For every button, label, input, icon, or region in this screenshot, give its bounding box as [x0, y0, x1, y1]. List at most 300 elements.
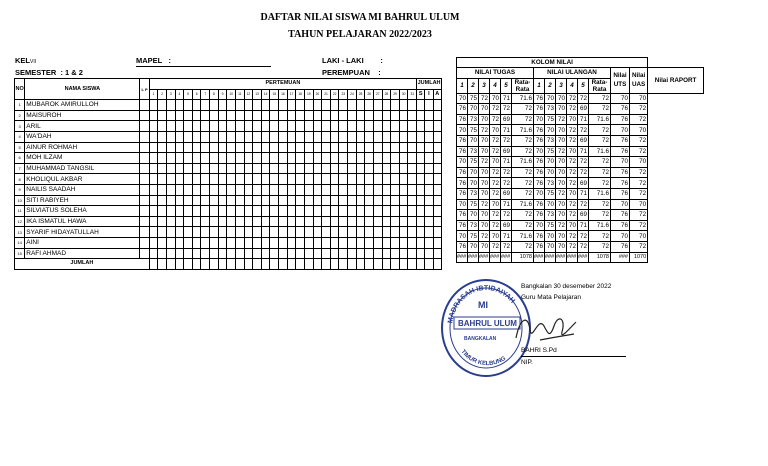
attendance-cell	[149, 110, 158, 121]
attendance-cell	[192, 216, 201, 227]
grade-cell: 72	[501, 241, 512, 252]
attendance-cell	[296, 110, 305, 121]
table-row	[15, 153, 442, 164]
attendance-cell	[218, 216, 227, 227]
attendance-cell	[201, 174, 210, 185]
ulangan-number-header: 2	[545, 78, 556, 93]
attendance-cell	[356, 227, 365, 238]
attendance-cell	[408, 121, 417, 132]
attendance-cell	[218, 100, 227, 111]
attendance-cell	[339, 110, 348, 121]
attendance-cell	[175, 227, 184, 238]
attendance-cell	[175, 163, 184, 174]
attendance-cell	[304, 216, 313, 227]
meeting-number: 31	[408, 89, 417, 100]
attendance-cell	[235, 248, 244, 259]
row-number: 4	[15, 131, 25, 142]
attendance-cell	[175, 237, 184, 248]
attendance-cell	[408, 174, 417, 185]
attendance-cell	[330, 206, 339, 217]
grades-total-row	[457, 252, 704, 263]
attendance-cell	[279, 237, 288, 248]
grade-cell: 75	[468, 231, 479, 242]
grade-cell: 70	[479, 178, 490, 189]
grade-cell: 72	[490, 104, 501, 115]
attendance-cell	[279, 142, 288, 153]
grade-cell: 70	[556, 125, 567, 136]
grade-cell: 72	[479, 125, 490, 136]
attendance-cell	[330, 248, 339, 259]
attendance-cell	[201, 248, 210, 259]
grade-cell: 70	[556, 93, 567, 104]
table-row	[15, 131, 442, 142]
attendance-cell	[296, 259, 305, 270]
nilai-ulangan-header: NILAI ULANGAN	[534, 68, 611, 79]
grade-cell: 70	[630, 199, 648, 210]
attendance-cell	[425, 237, 433, 248]
grade-cell: 70	[567, 220, 578, 231]
grade-cell: 70	[468, 178, 479, 189]
grade-cell: 72	[512, 241, 534, 252]
attendance-cell	[356, 163, 365, 174]
attendance-cell	[210, 259, 219, 270]
attendance-cell	[227, 259, 236, 270]
attendance-cell	[270, 216, 279, 227]
attendance-cell	[201, 237, 210, 248]
attendance-cell	[140, 142, 149, 153]
attendance-cell	[158, 195, 167, 206]
attendance-cell	[304, 174, 313, 185]
meeting-number: 19	[304, 89, 313, 100]
grade-cell: 70	[556, 104, 567, 115]
grade-cell: 72	[589, 125, 611, 136]
attendance-cell	[382, 227, 391, 238]
grade-cell: 72	[490, 167, 501, 178]
attendance-cell	[382, 174, 391, 185]
attendance-cell	[322, 237, 331, 248]
attendance-cell	[192, 131, 201, 142]
grade-cell: 72	[567, 104, 578, 115]
attendance-cell	[296, 184, 305, 195]
row-number: 8	[15, 174, 25, 185]
grade-cell: 72	[589, 104, 611, 115]
table-row	[15, 248, 442, 259]
attendance-cell	[244, 174, 253, 185]
attendance-cell	[373, 153, 382, 164]
grade-cell: 71	[501, 125, 512, 136]
attendance-cell	[201, 163, 210, 174]
grade-cell: 72	[630, 220, 648, 231]
meeting-number: 18	[296, 89, 305, 100]
attendance-cell	[261, 216, 270, 227]
attendance-cell	[433, 153, 441, 164]
grade-cell: 76	[534, 167, 545, 178]
attendance-cell	[201, 110, 210, 121]
attendance-cell	[425, 248, 433, 259]
attendance-cell	[313, 153, 322, 164]
perempuan-label: PEREMPUAN :	[322, 68, 381, 77]
attendance-cell	[149, 237, 158, 248]
attendance-cell	[287, 121, 296, 132]
meeting-number: 29	[391, 89, 400, 100]
attendance-cell	[253, 110, 262, 121]
grade-cell: 70	[479, 114, 490, 125]
grade-cell: 70	[556, 199, 567, 210]
attendance-cell	[201, 121, 210, 132]
table-row	[457, 199, 704, 210]
grade-cell: 76	[534, 178, 545, 189]
attendance-cell	[322, 142, 331, 153]
attendance-cell	[279, 174, 288, 185]
grade-cell: 72	[630, 241, 648, 252]
attendance-cell	[391, 227, 400, 238]
attendance-cell	[210, 100, 219, 111]
raport-header: Nilai RAPORT	[648, 68, 704, 94]
jumlah-footer-label: JUMLAH	[15, 259, 150, 270]
signature-place-date: Bangkalan 30 desemeber 2022	[521, 283, 612, 290]
attendance-cell	[218, 110, 227, 121]
attendance-cell	[192, 100, 201, 111]
attendance-cell	[433, 174, 441, 185]
attendance-cell	[365, 110, 374, 121]
attendance-cell	[253, 121, 262, 132]
student-name: WA'DAH	[25, 131, 140, 142]
grade-cell: 70	[567, 188, 578, 199]
attendance-cell	[270, 248, 279, 259]
attendance-cell	[201, 131, 210, 142]
attendance-cell	[339, 174, 348, 185]
attendance-cell	[399, 100, 408, 111]
student-name: AINI	[25, 237, 140, 248]
grade-cell: 76	[457, 167, 468, 178]
attendance-cell	[296, 206, 305, 217]
grade-cell: 69	[578, 135, 589, 146]
row-number: 9	[15, 184, 25, 195]
attendance-cell	[382, 248, 391, 259]
row-number: 1	[15, 100, 25, 111]
attendance-cell	[140, 163, 149, 174]
attendance-cell	[313, 131, 322, 142]
student-name: MAISUROH	[25, 110, 140, 121]
attendance-cell	[261, 237, 270, 248]
attendance-cell	[382, 216, 391, 227]
grade-cell: 71	[501, 199, 512, 210]
attendance-cell	[149, 184, 158, 195]
grade-cell: 76	[611, 220, 630, 231]
table-row	[457, 104, 704, 115]
grade-total-cell: 1078	[589, 252, 611, 263]
attendance-cell	[348, 100, 357, 111]
attendance-cell	[356, 248, 365, 259]
attendance-cell	[408, 163, 417, 174]
attendance-cell	[270, 237, 279, 248]
attendance-cell	[235, 163, 244, 174]
attendance-cell	[192, 259, 201, 270]
attendance-cell	[210, 195, 219, 206]
ulangan-number-header: 3	[556, 78, 567, 93]
attendance-cell	[287, 100, 296, 111]
signature-role: Guru Mata Pelajaran	[521, 294, 581, 301]
grade-cell: 76	[611, 178, 630, 189]
attendance-cell	[270, 110, 279, 121]
attendance-cell	[348, 248, 357, 259]
attendance-cell	[304, 131, 313, 142]
attendance-cell	[433, 237, 441, 248]
attendance-cell	[244, 237, 253, 248]
signature-nip: NIP.	[521, 359, 533, 366]
attendance-cell	[399, 216, 408, 227]
student-name: MUBAROK AMIRULLOH	[25, 100, 140, 111]
attendance-cell	[304, 248, 313, 259]
attendance-cell	[218, 184, 227, 195]
attendance-cell	[253, 174, 262, 185]
attendance-cell	[261, 142, 270, 153]
attendance-cell	[313, 248, 322, 259]
grade-cell: 76	[457, 210, 468, 221]
grade-cell: 72	[567, 135, 578, 146]
table-row	[457, 210, 704, 221]
attendance-cell	[322, 153, 331, 164]
row-number: 11	[15, 206, 25, 217]
grade-cell: 69	[578, 210, 589, 221]
attendance-cell	[348, 121, 357, 132]
attendance-cell	[348, 142, 357, 153]
attendance-cell	[373, 248, 382, 259]
attendance-cell	[399, 131, 408, 142]
attendance-cell	[399, 121, 408, 132]
attendance-cell	[330, 174, 339, 185]
grade-cell: 72	[501, 210, 512, 221]
grade-cell: 71	[501, 157, 512, 168]
grade-total-cell: ###	[490, 252, 501, 263]
attendance-cell	[287, 227, 296, 238]
grade-cell: 76	[534, 231, 545, 242]
attendance-cell	[296, 227, 305, 238]
attendance-cell	[348, 227, 357, 238]
attendance-cell	[433, 142, 441, 153]
attendance-cell	[408, 100, 417, 111]
mapel-underline	[136, 66, 271, 67]
attendance-cell	[261, 131, 270, 142]
attendance-cell	[210, 110, 219, 121]
attendance-cell	[373, 184, 382, 195]
grade-cell: 72	[567, 157, 578, 168]
attendance-cell	[227, 163, 236, 174]
attendance-cell	[373, 163, 382, 174]
attendance-cell	[166, 142, 175, 153]
attendance-cell	[201, 216, 210, 227]
attendance-cell	[348, 237, 357, 248]
attendance-cell	[425, 206, 433, 217]
attendance-cell	[140, 184, 149, 195]
grade-cell: 76	[611, 167, 630, 178]
attendance-cell	[184, 142, 193, 153]
grade-cell: 71.6	[589, 220, 611, 231]
grade-cell: 72	[578, 93, 589, 104]
grade-cell: 70	[468, 135, 479, 146]
attendance-cell	[201, 206, 210, 217]
grade-cell: 71	[578, 146, 589, 157]
attendance-cell	[279, 121, 288, 132]
table-row	[15, 195, 442, 206]
attendance-cell	[253, 216, 262, 227]
grade-cell: 72	[567, 231, 578, 242]
grade-cell: 70	[567, 146, 578, 157]
attendance-cell	[322, 163, 331, 174]
attendance-cell	[399, 163, 408, 174]
attendance-cell	[184, 206, 193, 217]
attendance-cell	[235, 227, 244, 238]
grade-cell: 76	[457, 146, 468, 157]
grade-cell: 70	[556, 210, 567, 221]
attendance-cell	[322, 121, 331, 132]
grade-cell: 72	[479, 93, 490, 104]
attendance-cell	[330, 110, 339, 121]
attendance-cell	[365, 259, 374, 270]
ulangan-number-header: 1	[534, 78, 545, 93]
attendance-cell	[373, 142, 382, 153]
grade-cell: 71.6	[512, 231, 534, 242]
attendance-cell	[270, 227, 279, 238]
attendance-cell	[140, 227, 149, 238]
attendance-cell	[356, 153, 365, 164]
attendance-cell	[425, 163, 433, 174]
meeting-number: 30	[399, 89, 408, 100]
attendance-cell	[391, 248, 400, 259]
attendance-cell	[373, 237, 382, 248]
attendance-cell	[244, 142, 253, 153]
attendance-cell	[373, 206, 382, 217]
attendance-cell	[244, 153, 253, 164]
attendance-cell	[270, 174, 279, 185]
attendance-cell	[261, 206, 270, 217]
row-number: 2	[15, 110, 25, 121]
attendance-cell	[339, 259, 348, 270]
grade-cell: 76	[457, 178, 468, 189]
grade-cell: 73	[545, 178, 556, 189]
grade-cell: 76	[457, 220, 468, 231]
attendance-cell	[235, 174, 244, 185]
grade-cell: 72	[578, 199, 589, 210]
attendance-cell	[330, 121, 339, 132]
table-row	[457, 146, 704, 157]
grade-cell: 72	[490, 146, 501, 157]
row-number: 13	[15, 227, 25, 238]
grade-cell: 76	[534, 135, 545, 146]
attendance-cell	[253, 131, 262, 142]
tugas-number-header: 4	[490, 78, 501, 93]
attendance-cell	[149, 121, 158, 132]
stamp-text-bahrul-ulum: BAHRUL ULUM	[458, 319, 517, 328]
grade-cell: 69	[501, 114, 512, 125]
attendance-cell	[391, 142, 400, 153]
attendance-cell	[227, 184, 236, 195]
attendance-cell	[399, 248, 408, 259]
grade-total-cell: ###	[479, 252, 490, 263]
meeting-number: 11	[235, 89, 244, 100]
attendance-cell	[373, 227, 382, 238]
attendance-cell	[140, 131, 149, 142]
attendance-cell	[210, 131, 219, 142]
attendance-cell	[391, 259, 400, 270]
row-number: 15	[15, 248, 25, 259]
attendance-cell	[270, 153, 279, 164]
attendance-cell	[339, 227, 348, 238]
attendance-cell	[330, 237, 339, 248]
attendance-cell	[192, 184, 201, 195]
grade-cell: 76	[534, 104, 545, 115]
rata-tugas-header: Rata-Rata	[512, 78, 534, 93]
attendance-cell	[175, 100, 184, 111]
grade-cell: 71.6	[589, 188, 611, 199]
grade-total-cell: ###	[501, 252, 512, 263]
no-header: NO	[15, 79, 25, 100]
meeting-number: 4	[175, 89, 184, 100]
attendance-cell	[166, 206, 175, 217]
attendance-cell	[391, 131, 400, 142]
meeting-number: 16	[279, 89, 288, 100]
attendance-cell	[287, 131, 296, 142]
attendance-cell	[210, 174, 219, 185]
attendance-cell	[382, 121, 391, 132]
grade-cell: 70	[630, 125, 648, 136]
attendance-cell	[166, 153, 175, 164]
attendance-cell	[192, 206, 201, 217]
attendance-cell	[166, 184, 175, 195]
grade-cell: 76	[457, 188, 468, 199]
grade-cell: 72	[501, 104, 512, 115]
stamp-text-bangkalan: BANGKALAN	[464, 336, 497, 342]
attendance-cell	[175, 206, 184, 217]
attendance-cell	[365, 163, 374, 174]
attendance-cell	[356, 206, 365, 217]
attendance-cell	[330, 227, 339, 238]
attendance-cell	[339, 248, 348, 259]
attendance-cell	[210, 216, 219, 227]
attendance-cell	[261, 259, 270, 270]
grade-cell: 71.6	[512, 157, 534, 168]
row-number: 7	[15, 163, 25, 174]
attendance-cell	[140, 216, 149, 227]
attendance-cell	[313, 121, 322, 132]
attendance-cell	[322, 248, 331, 259]
meeting-number: 15	[270, 89, 279, 100]
attendance-cell	[399, 184, 408, 195]
attendance-cell	[261, 163, 270, 174]
attendance-cell	[287, 163, 296, 174]
attendance-cell	[201, 184, 210, 195]
grade-cell: 72	[589, 178, 611, 189]
attendance-cell	[166, 259, 175, 270]
attendance-cell	[373, 216, 382, 227]
attendance-cell	[149, 206, 158, 217]
grade-cell: 70	[556, 167, 567, 178]
attendance-cell	[425, 216, 433, 227]
attendance-cell	[270, 195, 279, 206]
grade-cell: 72	[630, 114, 648, 125]
attendance-cell	[417, 227, 425, 238]
grade-cell: 72	[589, 231, 611, 242]
attendance-cell	[408, 110, 417, 121]
grade-cell: 72	[490, 135, 501, 146]
attendance-cell	[417, 121, 425, 132]
attendance-cell	[304, 121, 313, 132]
attendance-cell	[399, 227, 408, 238]
attendance-cell	[261, 153, 270, 164]
row-number: 6	[15, 153, 25, 164]
grade-cell: 70	[611, 93, 630, 104]
attendance-cell	[330, 131, 339, 142]
